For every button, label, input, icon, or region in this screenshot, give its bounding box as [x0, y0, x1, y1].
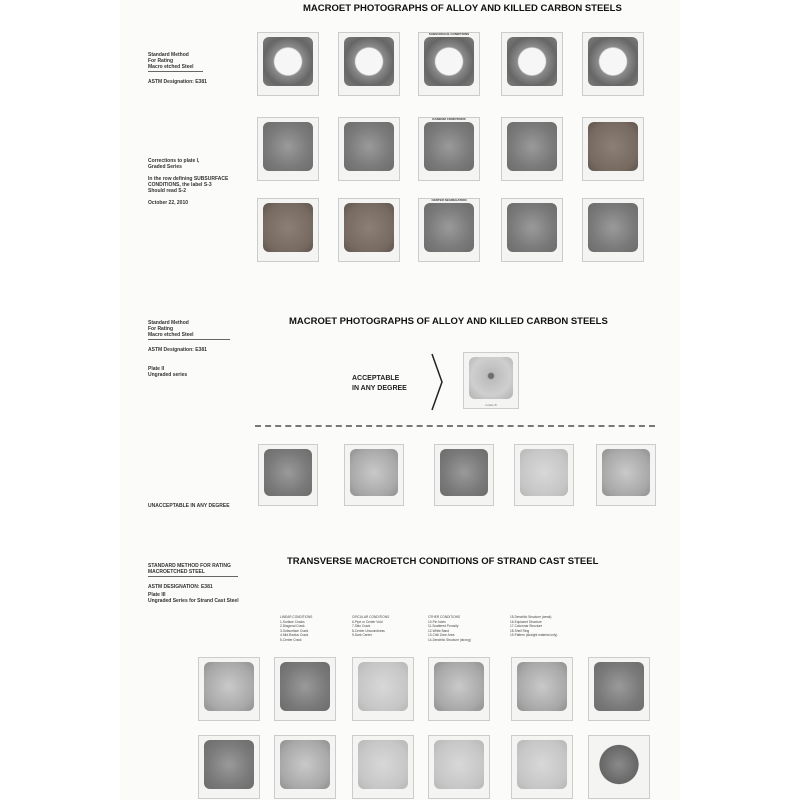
specimen-thumbnail	[198, 735, 260, 799]
astm-designation: ASTM DESIGNATION: E381	[148, 584, 213, 590]
acceptable-label: ACCEPTABLE IN ANY DEGREE	[352, 375, 407, 392]
plate-2-title: MACROET PHOTOGRAPHS OF ALLOY AND KILLED CARBON STEELS	[289, 316, 608, 327]
section-divider	[255, 425, 655, 427]
macroetch-image	[358, 740, 408, 789]
macroetch-image	[424, 122, 474, 171]
specimen-thumbnail	[501, 198, 563, 262]
macroetch-image	[434, 740, 484, 789]
specimen-thumbnail	[582, 198, 644, 262]
specimen-thumbnail	[352, 735, 414, 799]
specimen-thumbnail	[258, 444, 318, 506]
specimen-thumbnail	[352, 657, 414, 721]
divider	[148, 339, 230, 340]
macroetch-image	[588, 37, 638, 86]
macroetch-image	[434, 662, 484, 711]
plate-2-label: Plate II Ungraded series	[148, 366, 188, 378]
specimen-thumbnail	[274, 657, 336, 721]
specimen-thumbnail	[418, 198, 480, 262]
plate-3-label: Plate III Ungraded Series for Strand Cast Steel	[148, 592, 239, 604]
macroetch-image	[264, 449, 312, 496]
acceptable-specimen: Grade B	[463, 352, 519, 409]
specimen-thumbnail	[511, 657, 573, 721]
macroetch-image	[517, 662, 567, 711]
macroetch-image	[263, 37, 313, 86]
macroetch-image	[204, 662, 254, 711]
macroetch-image	[440, 449, 488, 496]
macroetch-image	[588, 203, 638, 252]
chevron-right-icon	[430, 352, 444, 412]
macroetch-image	[344, 122, 394, 171]
unacceptable-label: UNACCEPTABLE IN ANY DEGREE	[148, 503, 230, 509]
macroetch-image	[507, 203, 557, 252]
macroetch-image	[424, 203, 474, 252]
macroetch-image	[507, 122, 557, 171]
specimen-thumbnail	[511, 735, 573, 799]
divider	[148, 576, 238, 577]
macroetch-image	[424, 37, 474, 86]
plate-3-side-header	[148, 557, 238, 590]
specimen-thumbnail	[198, 657, 260, 721]
macroetch-image	[344, 37, 394, 86]
macroetch-image	[588, 122, 638, 171]
legend-other-conditions: OTHER CONDITIONS 10-Pin holes 11-Scattered Porosity 12-White Band 13-Chill Zone Area 14-Dendritic Structure (strong)	[428, 615, 471, 642]
specimen-thumbnail	[588, 735, 650, 799]
row-condition-tag: SUBSURFACE CONDITIONS	[428, 32, 470, 36]
specimen-thumbnail	[257, 117, 319, 181]
macroetch-image	[594, 740, 644, 789]
macroetch-image	[204, 740, 254, 789]
specimen-thumbnail	[274, 735, 336, 799]
specimen-thumbnail	[428, 735, 490, 799]
legend-circular-conditions: CIRCULAR CONDITIONS 6-Pipe or Center Void 7-Skin Crack 8-Center Unsoundness 9-Dark Center	[352, 615, 390, 638]
specimen-thumbnail	[344, 444, 404, 506]
specimen-thumbnail	[428, 657, 490, 721]
specimen-thumbnail	[338, 32, 400, 96]
macroetch-image	[520, 449, 568, 496]
specimen-thumbnail	[514, 444, 574, 506]
macroetch-image	[280, 740, 330, 789]
specimen-thumbnail	[418, 32, 480, 96]
macroetch-image	[517, 740, 567, 789]
plate-1-corrections-note: Corrections to plate I, Graded Series In the row defining SUBSURFACE CONDITIONS, the label S-3 Should read S-2 October 22, 2010	[148, 158, 229, 206]
plate-3-title: TRANSVERSE MACROETCH CONDITIONS OF STRAND CAST STEEL	[287, 556, 599, 567]
legend-linear-conditions: LINEAR CONDITIONS 1-Surface Cracks 2-Diagonal Crack 3-Subsurface Crack 4-Mid-Radius Crack 5-Center Crack	[280, 615, 313, 642]
astm-designation: ASTM Designation: E381	[148, 347, 207, 353]
macroetch-image	[263, 122, 313, 171]
standard-method-heading: STANDARD METHOD FOR RATING MACROETCHED STEEL	[148, 563, 231, 575]
specimen-thumbnail	[434, 444, 494, 506]
specimen-thumbnail	[418, 117, 480, 181]
specimen-thumbnail	[501, 32, 563, 96]
specimen-thumbnail	[501, 117, 563, 181]
macroetch-image	[507, 37, 557, 86]
specimen-thumbnail	[257, 32, 319, 96]
specimen-thumbnail	[596, 444, 656, 506]
specimen-thumbnail	[588, 657, 650, 721]
specimen-thumbnail	[338, 198, 400, 262]
standard-method-heading: Standard Method For Rating Macro etched Steel	[148, 320, 194, 338]
plate-2-side-header	[148, 314, 230, 353]
specimen-thumbnail	[257, 198, 319, 262]
macroetch-image	[263, 203, 313, 252]
astm-designation: ASTM Designation: E381	[148, 79, 207, 85]
macroetch-image	[358, 662, 408, 711]
macroetch-image	[280, 662, 330, 711]
row-condition-tag: CENTER SEGREGATION	[431, 198, 467, 202]
macroetch-image	[602, 449, 650, 496]
plate-1-title: MACROET PHOTOGRAPHS OF ALLOY AND KILLED CARBON STEELS	[303, 3, 622, 14]
specimen-thumbnail	[338, 117, 400, 181]
row-condition-tag: RANDOM CONDITIONS	[432, 117, 466, 121]
divider	[148, 71, 203, 72]
macroetch-image	[344, 203, 394, 252]
macroetch-image	[350, 449, 398, 496]
macroetch-image	[594, 662, 644, 711]
plate-1-side-header	[148, 46, 207, 85]
standard-method-heading: Standard Method For Rating Macro etched Steel	[148, 52, 194, 70]
legend-additional-conditions: 15-Dendritic Structure (weak) 16-Equiaxed Structure 17-Columnar Structure 18-Shell Ring 19-Pattern (straight material only)	[510, 615, 558, 638]
specimen-thumbnail	[582, 32, 644, 96]
specimen-thumbnail	[582, 117, 644, 181]
